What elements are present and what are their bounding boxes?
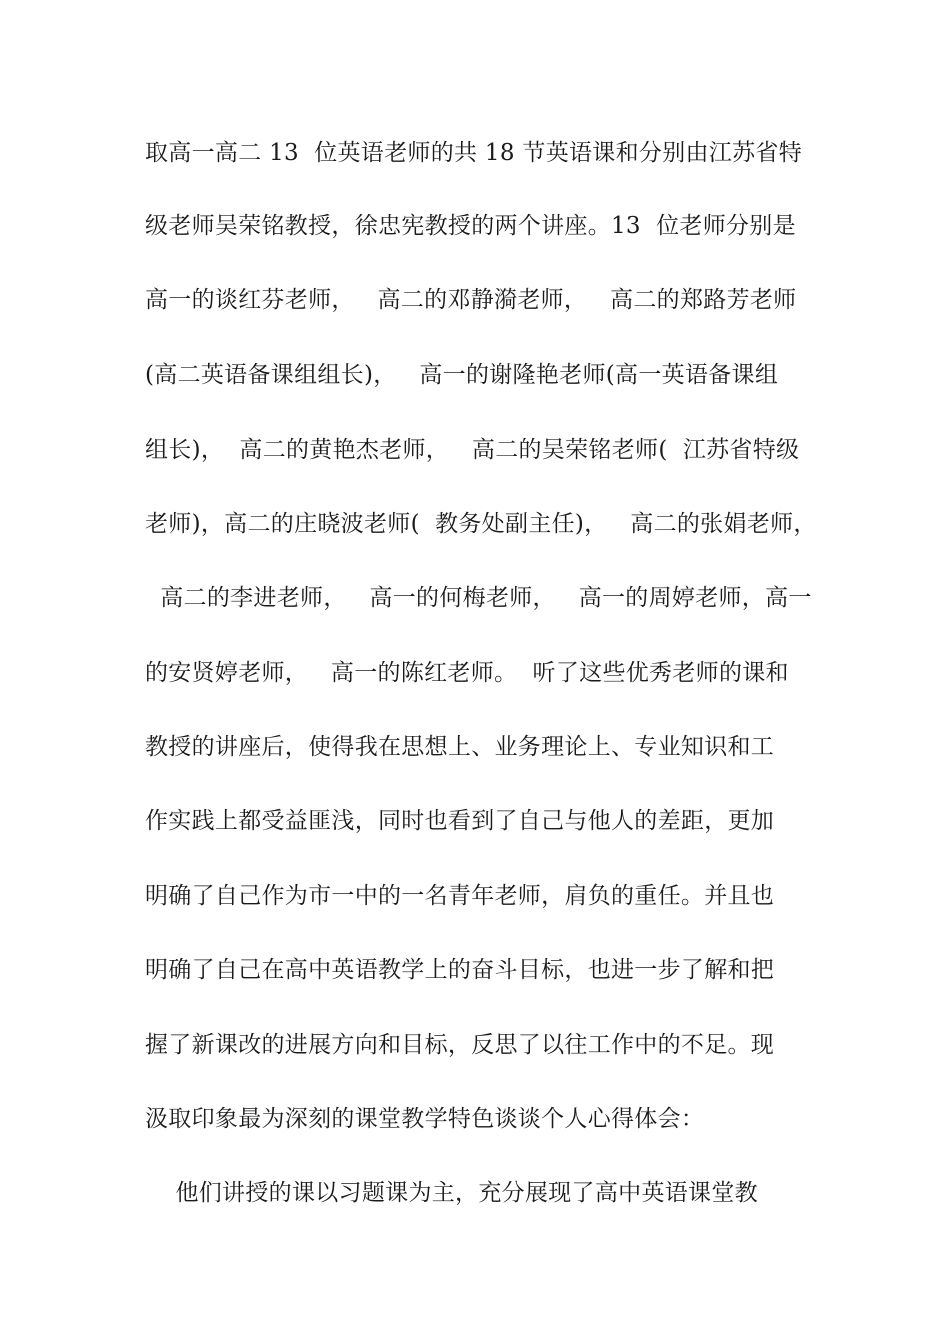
text-line: 级老师吴荣铭教授，徐忠宪教授的两个讲座。13 位老师分别是 bbox=[145, 213, 796, 239]
text-line: 教授的讲座后，使得我在思想上、业务理论上、专业知识和工 bbox=[145, 734, 775, 760]
text-line: 老师)，高二的庄晓波老师( 教务处副主任)， 高二的张娟老师， bbox=[145, 511, 817, 537]
text-line: 汲取印象最为深刻的课堂教学特色谈谈个人心得体会： bbox=[145, 1106, 705, 1132]
text-line: 组长)， 高二的黄艳杰老师， 高二的吴荣铭老师( 江苏省特级 bbox=[145, 437, 800, 463]
text-line: (高二英语备课组组长)， 高一的谢隆艳老师(高一英语备课组 bbox=[145, 362, 779, 388]
text-line: 明确了自己在高中英语教学上的奋斗目标，也进一步了解和把 bbox=[145, 957, 775, 983]
text-line: 作实践上都受益匪浅，同时也看到了自己与他人的差距，更加 bbox=[145, 808, 775, 834]
text-line: 明确了自己作为市一中的一名青年老师，肩负的重任。并且也 bbox=[145, 883, 775, 909]
text-line: 取高一高二 13 位英语老师的共 18 节英语课和分别由江苏省特 bbox=[145, 140, 802, 166]
text-line: 握了新课改的进展方向和目标，反思了以往工作中的不足。现 bbox=[145, 1032, 775, 1058]
text-line: 他们讲授的课以习题课为主，充分展现了高中英语课堂教 bbox=[145, 1180, 758, 1206]
text-line: 高一的谈红芬老师， 高二的邓静漪老师， 高二的郑路芳老师 bbox=[145, 287, 797, 313]
text-line: 的安贤婷老师， 高一的陈红老师。 听了这些优秀老师的课和 bbox=[145, 660, 789, 686]
text-line: 高二的李进老师， 高一的何梅老师， 高一的周婷老师，高一 bbox=[145, 585, 812, 611]
